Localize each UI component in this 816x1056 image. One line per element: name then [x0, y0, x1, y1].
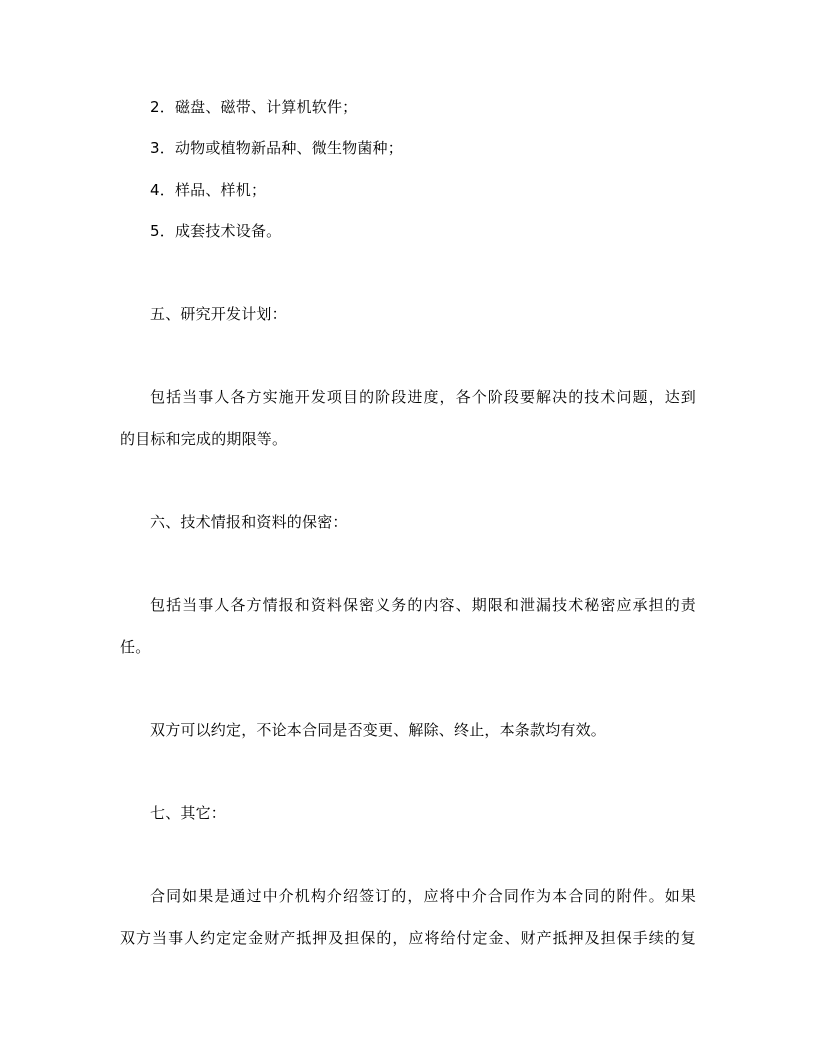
list-item-4: 4．样品、样机；	[150, 181, 267, 199]
list-item-2: 2．磁盘、磁带、计算机软件；	[150, 98, 358, 116]
section-heading-6: 六、技术情报和资料的保密：	[150, 513, 348, 531]
list-item-3: 3．动物或植物新品种、微生物菌种；	[150, 139, 403, 157]
section-6-note: 双方可以约定，不论本合同是否变更、解除、终止，本条款均有效。	[150, 721, 607, 739]
section-heading-7: 七、其它：	[150, 804, 227, 822]
section-5-paragraph-line-2: 的目标和完成的期限等。	[120, 430, 288, 448]
section-7-paragraph-line-1: 合同如果是通过中介机构介绍签订的，应将中介合同作为本合同的附件。如果	[150, 887, 696, 905]
section-6-paragraph-line-1: 包括当事人各方情报和资料保密义务的内容、期限和泄漏技术秘密应承担的责	[150, 596, 696, 614]
list-item-5: 5．成套技术设备。	[150, 222, 282, 240]
section-7-paragraph-line-2: 双方当事人约定定金财产抵押及担保的，应将给付定金、财产抵押及担保手续的复	[120, 929, 696, 947]
section-5-paragraph-line-1: 包括当事人各方实施开发项目的阶段进度，各个阶段要解决的技术问题，达到	[150, 388, 696, 406]
section-heading-5: 五、研究开发计划：	[150, 305, 287, 323]
section-6-paragraph-line-2: 任。	[120, 638, 151, 656]
